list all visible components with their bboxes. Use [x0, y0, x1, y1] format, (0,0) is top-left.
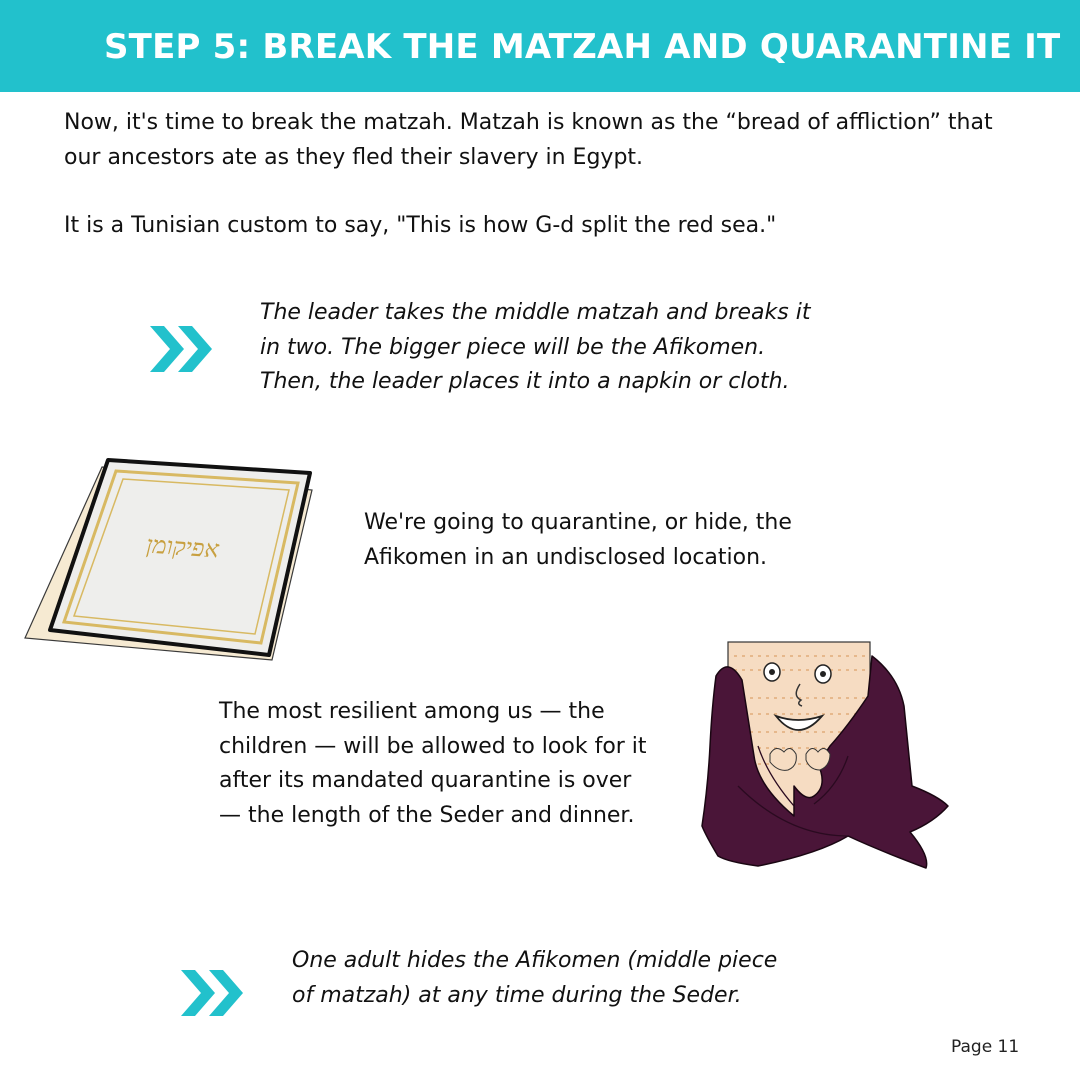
napkin-inscription: אפיקומן	[145, 530, 220, 564]
header-bar	[0, 0, 1080, 92]
hiding-instruction: One adult hides the Afikomen (middle piece of matzah) at any time during the Seder.	[292, 948, 778, 1008]
quarantine-paragraph: We're going to quarantine, or hide, the Afikomen in an undisclosed location.	[364, 510, 792, 570]
tunisian-custom-paragraph: It is a Tunisian custom to say, "This is how G-d split the red sea."	[64, 213, 777, 238]
page-title: STEP 5: BREAK THE MATZAH AND QUARANTINE IT	[104, 27, 1061, 67]
intro-paragraph: Now, it's time to break the matzah. Matzah is known as the “bread of affliction” that our ancestors ate as they fled their slavery in Egypt.	[64, 110, 993, 170]
matzah-character-illustration	[698, 636, 950, 870]
children-search-paragraph: The most resilient among us — the children — will be allowed to look for it after its mandated quarantine is over — the length of the Seder and dinner.	[219, 699, 647, 828]
page-number: Page 11	[951, 1037, 1020, 1057]
chevron-double-right-icon	[181, 970, 245, 1016]
chevron-double-right-icon	[150, 326, 214, 372]
leader-instruction: The leader takes the middle matzah and breaks it in two. The bigger piece will be the Afikomen. Then, the leader places it into a napkin or cloth.	[260, 300, 811, 394]
afikomen-napkin-illustration	[22, 455, 317, 665]
